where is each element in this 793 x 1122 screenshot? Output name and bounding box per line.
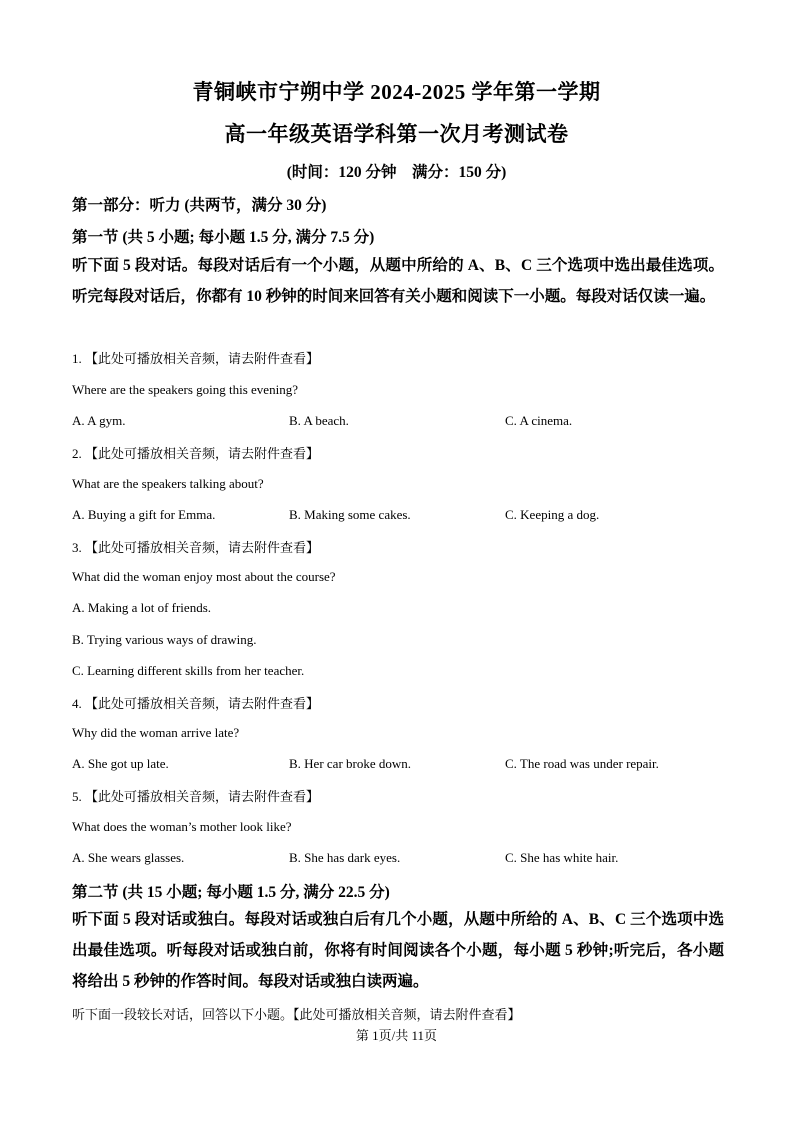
time-score-line: (时间：120 分钟 满分：150 分) bbox=[286, 164, 507, 181]
question-4-number: 4. 【此处可播放相关音频，请去附件查看】 bbox=[72, 696, 320, 711]
part1-heading: 第一部分：听力 (共两节，满分 30 分) bbox=[72, 197, 327, 214]
question-5-text: What does the woman’s mother look like? bbox=[72, 819, 292, 834]
section2-instructions: 听下面 5 段对话或独白。每段对话或独白后有几个小题，从题中所给的 A、B、C 三个选项中选出最佳选项。听每段对话或独白前，你将有时间阅读各个小题，每小题 5 秒钟;听完后，各小题将给出 5 秒钟的作答时间。每段对话或独白读两遍。 bbox=[72, 911, 724, 990]
question-2-option-b: B. Making some cakes. bbox=[289, 507, 411, 522]
question-3-option-c: C. Learning different skills from her teacher. bbox=[72, 663, 305, 678]
question-1-option-a: A. A gym. bbox=[72, 413, 126, 428]
question-5-option-a: A. She wears glasses. bbox=[72, 850, 185, 865]
question-3-option-b: B. Trying various ways of drawing. bbox=[72, 632, 257, 647]
section2-heading: 第二节 (共 15 小题; 每小题 1.5 分, 满分 22.5 分) bbox=[72, 884, 390, 901]
question-4-text: Why did the woman arrive late? bbox=[72, 725, 240, 740]
question-1-text: Where are the speakers going this evening? bbox=[72, 382, 298, 397]
school-title: 青铜峡市宁朔中学 2024-2025 学年第一学期 bbox=[192, 80, 601, 104]
question-2-text: What are the speakers talking about? bbox=[72, 476, 264, 491]
question-5-option-c: C. She has white hair. bbox=[505, 850, 619, 865]
question-1-option-c: C. A cinema. bbox=[505, 413, 573, 428]
question-2-option-c: C. Keeping a dog. bbox=[505, 507, 600, 522]
page-number: 第 1页/共 11页 bbox=[355, 1028, 438, 1043]
question-3-text: What did the woman enjoy most about the course? bbox=[72, 569, 336, 584]
question-3-number: 3. 【此处可播放相关音频，请去附件查看】 bbox=[72, 540, 320, 555]
question-5-option-b: B. She has dark eyes. bbox=[289, 850, 401, 865]
question-2-option-a: A. Buying a gift for Emma. bbox=[72, 507, 216, 522]
question-1-number: 1. 【此处可播放相关音频，请去附件查看】 bbox=[72, 351, 320, 366]
section1-heading: 第一节 (共 5 小题; 每小题 1.5 分, 满分 7.5 分) bbox=[72, 229, 375, 246]
section2-lead-text: 听下面一段较长对话，回答以下小题。【此处可播放相关音频，请去附件查看】 bbox=[72, 1007, 521, 1022]
section1-instructions: 听下面 5 段对话。每段对话后有一个小题，从题中所给的 A、B、C 三个选项中选出最佳选项。听完每段对话后，你都有 10 秒钟的时间来回答有关小题和阅读下一小题。每段对话仅读一遍。 bbox=[72, 257, 724, 305]
question-2-number: 2. 【此处可播放相关音频，请去附件查看】 bbox=[72, 446, 320, 461]
question-1-option-b: B. A beach. bbox=[289, 413, 349, 428]
question-4-option-b: B. Her car broke down. bbox=[289, 756, 412, 771]
question-5-number: 5. 【此处可播放相关音频，请去附件查看】 bbox=[72, 789, 320, 804]
question-3-option-a: A. Making a lot of friends. bbox=[72, 600, 212, 615]
question-4-option-a: A. She got up late. bbox=[72, 756, 169, 771]
question-4-option-c: C. The road was under repair. bbox=[505, 756, 659, 771]
exam-title: 高一年级英语学科第一次月考测试卷 bbox=[224, 122, 569, 146]
